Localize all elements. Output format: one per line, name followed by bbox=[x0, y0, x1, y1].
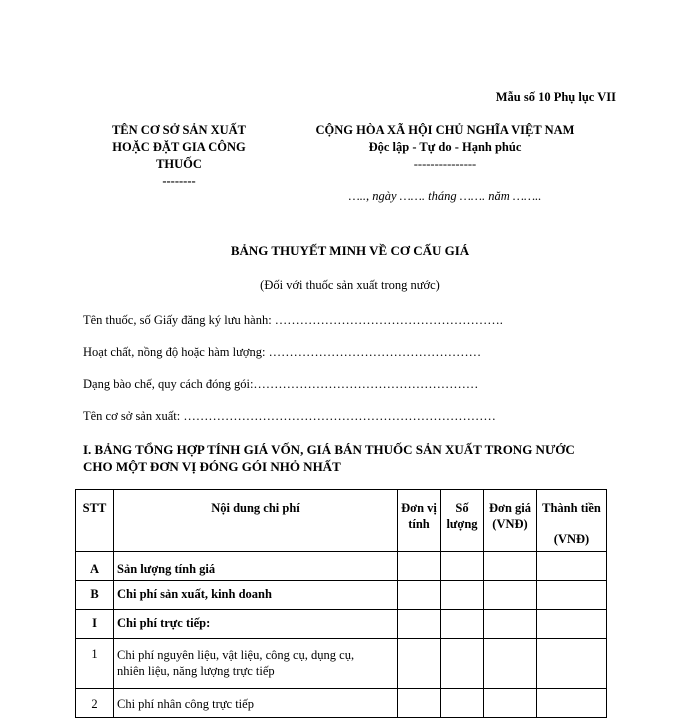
table-row bbox=[76, 639, 607, 689]
row-2-unit bbox=[398, 689, 441, 718]
row-2-content: Chi phí nhân công trực tiếp bbox=[114, 689, 398, 718]
row-1-unit bbox=[398, 639, 441, 689]
header-quantity-line-1: Số bbox=[455, 501, 469, 515]
row-1-content-line-1: Chi phí nguyên liệu, vật liệu, công cụ, dụng cụ, bbox=[117, 648, 355, 662]
row-i-stt: I bbox=[76, 610, 114, 639]
header-unit-price-line-2: (VNĐ) bbox=[492, 517, 528, 531]
row-i-unit bbox=[398, 610, 441, 639]
row-2-price bbox=[484, 689, 537, 718]
facility-header bbox=[94, 122, 264, 190]
field-dosage-form: Dạng bào chế, quy cách đóng gói:……………………………………………… bbox=[83, 377, 479, 391]
row-b-quantity bbox=[441, 581, 484, 610]
nation-name: CỘNG HÒA XÃ HỘI CHỦ NGHĨA VIỆT NAM bbox=[315, 123, 575, 137]
row-i-total bbox=[537, 610, 607, 639]
row-b-price bbox=[484, 581, 537, 610]
row-a-total bbox=[537, 552, 607, 581]
row-2-quantity bbox=[441, 689, 484, 718]
row-b-total bbox=[537, 581, 607, 610]
row-a-content: Sản lượng tính giá bbox=[114, 552, 398, 581]
header-unit-price-line-1: Đơn giá bbox=[489, 501, 531, 515]
section-heading-line-2: CHO MỘT ĐƠN VỊ ĐÓNG GÓI NHỎ NHẤT bbox=[83, 459, 341, 474]
header-total bbox=[537, 490, 607, 552]
field-manufacturer: Tên cơ sở sản xuất: ………………………………………………………………… bbox=[83, 409, 496, 423]
row-b-content: Chi phí sản xuất, kinh doanh bbox=[114, 581, 398, 610]
field-active-ingredient: Hoạt chất, nồng độ hoặc hàm lượng: …………………………………………… bbox=[83, 345, 482, 359]
row-1-stt: 1 bbox=[76, 639, 114, 689]
national-header bbox=[290, 122, 600, 173]
table-header-row bbox=[76, 490, 607, 552]
header-unit bbox=[398, 490, 441, 552]
document-subtitle: (Đối với thuốc sản xuất trong nước) bbox=[260, 278, 440, 292]
row-i-quantity bbox=[441, 610, 484, 639]
header-content: Nội dung chi phí bbox=[114, 490, 398, 552]
header-quantity bbox=[441, 490, 484, 552]
table-row bbox=[76, 581, 607, 610]
table-row bbox=[76, 689, 607, 718]
row-b-unit bbox=[398, 581, 441, 610]
row-a-quantity bbox=[441, 552, 484, 581]
row-a-stt: A bbox=[76, 552, 114, 581]
row-a-unit bbox=[398, 552, 441, 581]
field-drug-name: Tên thuốc, số Giấy đăng ký lưu hành: ………………………………………………. bbox=[83, 313, 503, 327]
row-1-content-line-2: nhiên liệu, năng lượng trực tiếp bbox=[117, 664, 275, 678]
facility-header-line-1: TÊN CƠ SỞ SẢN XUẤT bbox=[111, 123, 247, 137]
form-number: Mẫu số 10 Phụ lục VII bbox=[495, 90, 616, 104]
cost-table bbox=[75, 489, 607, 718]
date-line: ….., ngày ……. tháng ……. năm …….. bbox=[348, 189, 542, 203]
header-total-line-1: Thành tiền bbox=[542, 501, 601, 515]
row-1-quantity bbox=[441, 639, 484, 689]
table-row bbox=[76, 610, 607, 639]
facility-header-divider: -------- bbox=[162, 174, 196, 188]
row-a-price bbox=[484, 552, 537, 581]
header-unit-line-1: Đơn vị bbox=[401, 501, 437, 515]
header-unit-price bbox=[484, 490, 537, 552]
row-b-stt: B bbox=[76, 581, 114, 610]
facility-header-line-2: HOẶC ĐẶT GIA CÔNG bbox=[112, 140, 246, 154]
row-2-total bbox=[537, 689, 607, 718]
document-title: BẢNG THUYẾT MINH VỀ CƠ CẤU GIÁ bbox=[230, 243, 470, 258]
row-1-content bbox=[114, 639, 398, 689]
row-i-content: Chi phí trực tiếp: bbox=[114, 610, 398, 639]
table-row bbox=[76, 552, 607, 581]
header-stt: STT bbox=[76, 490, 114, 552]
header-quantity-line-2: lượng bbox=[446, 517, 478, 531]
header-total-line-2: (VNĐ) bbox=[553, 532, 590, 546]
row-1-total bbox=[537, 639, 607, 689]
section-heading bbox=[83, 441, 623, 475]
row-1-price bbox=[484, 639, 537, 689]
national-motto: Độc lập - Tự do - Hạnh phúc bbox=[368, 140, 522, 154]
row-i-price bbox=[484, 610, 537, 639]
national-header-divider: --------------- bbox=[413, 157, 477, 171]
row-2-stt: 2 bbox=[76, 689, 114, 718]
section-heading-line-1: I. BẢNG TỔNG HỢP TÍNH GIÁ VỐN, GIÁ BÁN THUỐC SẢN XUẤT TRONG NƯỚC bbox=[83, 442, 575, 457]
header-unit-line-2: tính bbox=[408, 517, 430, 531]
facility-header-line-3: THUỐC bbox=[156, 157, 202, 171]
